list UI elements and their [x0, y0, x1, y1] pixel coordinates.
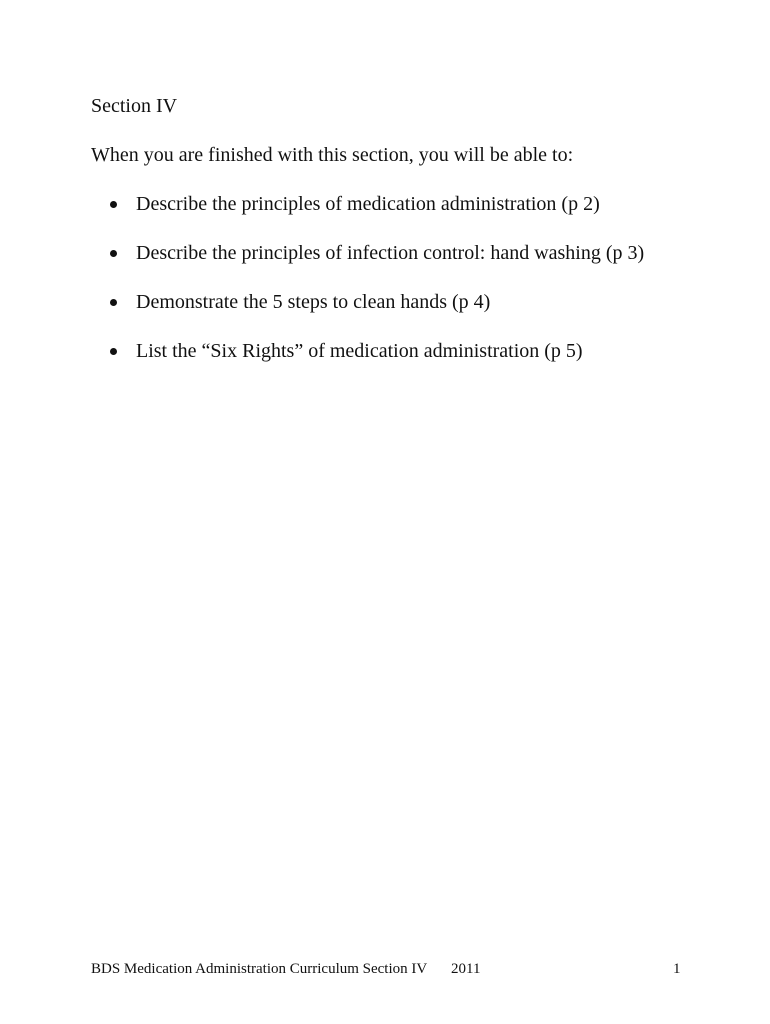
footer-year: 2011	[451, 961, 481, 977]
section-title: Section IV	[91, 95, 178, 117]
intro-text: When you are finished with this section, you will be able to:	[91, 144, 574, 166]
bullet-icon	[110, 250, 117, 257]
bullet-icon	[110, 299, 117, 306]
objective-text: Describe the principles of medication administration (p 2)	[136, 193, 600, 215]
bullet-icon	[110, 348, 117, 355]
bullet-icon	[110, 201, 117, 208]
objective-text: Describe the principles of infection control: hand washing (p 3)	[136, 242, 645, 264]
objective-text: List the “Six Rights” of medication administration (p 5)	[136, 340, 583, 362]
footer-title: BDS Medication Administration Curriculum Section IV	[91, 961, 428, 977]
page-number: 1	[673, 961, 681, 977]
objective-text: Demonstrate the 5 steps to clean hands (p 4)	[136, 291, 491, 313]
page-footer	[0, 959, 770, 979]
